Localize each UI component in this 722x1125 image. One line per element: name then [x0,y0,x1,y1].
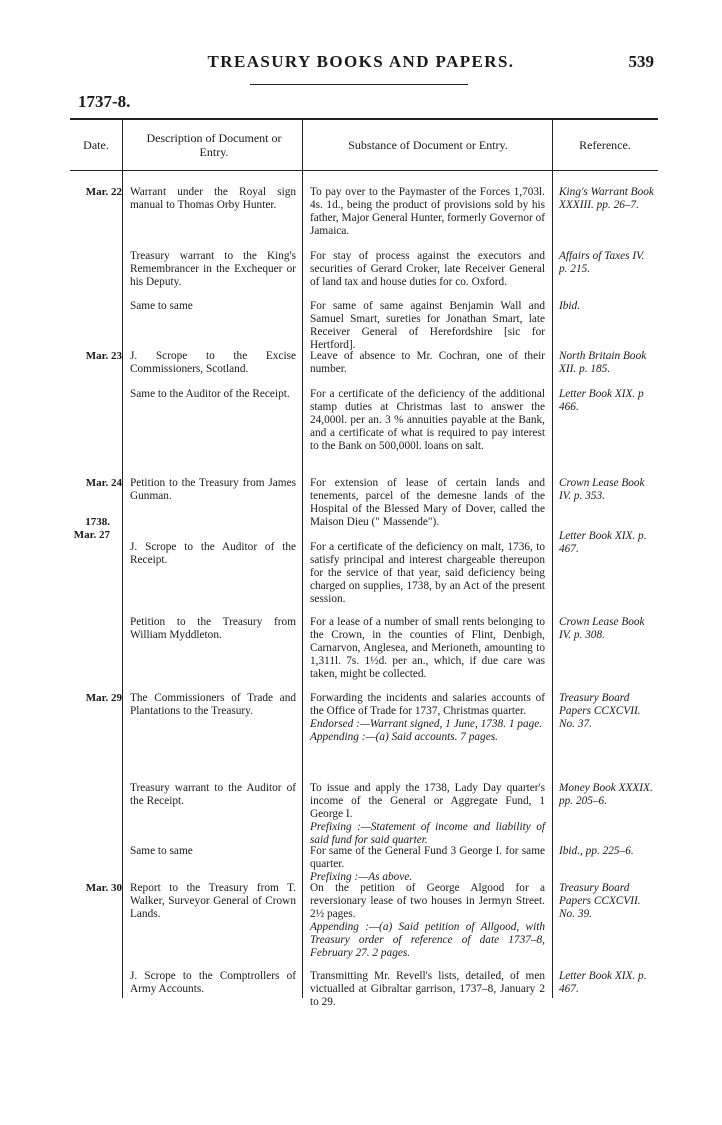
entry-description: Petition to the Treasury from William Myddleton. [130,616,296,642]
entry-date: 1738. Mar. 27 [73,516,110,542]
entry-description: Report to the Treasury from T. Walker, Surveyor General of Crown Lands. [130,882,296,921]
entry-description: J. Scrope to the Auditor of the Receipt. [130,541,296,567]
table-top-rule [70,118,658,120]
entry-reference: Treasury Board Papers CCXCVII. No. 37. [559,692,641,731]
header-rule [250,84,468,85]
entry-reference: North Britain Book XII. p. 185. [559,350,647,376]
entry-substance: For a lease of a number of small rents belonging to the Crown, in the counties of Flint, Denbigh, Carnarvon, Anglesea, and Merioneth, amounting to 1,311l. 7s. 1½d. per an., which, if due care was taken, might be collected. [310,616,545,681]
substance-text: For same of the General Fund 3 George I. for same quarter. [310,845,545,871]
prefixing-note: Prefixing :—As above. [310,871,413,884]
entry-reference: Letter Book XIX. p. 467. [559,530,647,556]
page-number: 539 [628,52,654,71]
entry-substance: For a certificate of the deficiency on malt, 1736, to satisfy principal and interest chargeable thereupon for the service of that year, said deficiency being charged on supplies, 1738, by an Act of the present session. [310,541,545,606]
entry-date: Mar. 24 [85,477,122,489]
entry-substance: For stay of process against the executors and securities of Gerard Croker, late Receiver General of land tax and house duties for co. Oxford. [310,250,545,289]
entry-substance: For same of same against Benjamin Wall and Samuel Smart, sureties for Jonathan Smart, late Receiver General of Herefordshire [sic for Hertford]. [310,300,545,352]
entry-reference: Letter Book XIX. p 466. [559,388,644,414]
entry-reference: Crown Lease Book IV. p. 353. [559,477,645,503]
entry-description: The Commissioners of Trade and Plantations to the Treasury. [130,692,296,718]
entry-substance [310,692,545,744]
year-heading: 1737-8. [78,92,131,111]
entry-description: J. Scrope to the Excise Commissioners, Scotland. [130,350,296,376]
prefixing-note: Prefixing :—Statement of income and liability of said fund for said quarter. [310,821,545,847]
entry-description: Same to the Auditor of the Receipt. [130,388,290,400]
entry-reference: Ibid., pp. 225–6. [559,845,634,857]
entry-description: Same to same [130,845,193,857]
column-header-reference: Reference. [579,138,631,152]
entry-reference: Money Book XXXIX. pp. 205–6. [559,782,653,808]
column-divider [302,118,303,998]
column-header-date: Date. [83,138,109,152]
column-divider [552,118,553,998]
entry-description: Warrant under the Royal sign manual to Thomas Orby Hunter. [130,186,296,212]
entry-substance: For a certificate of the deficiency of the additional stamp duties at Christmas last to answer the 24,000l. per an. 3 % annuities payable at the Bank, and a certificate of what is required to pay interest to the Bank on 500,000l. loans on salt. [310,388,545,453]
entry-description: Same to same [130,300,193,312]
running-head: TREASURY BOOKS AND PAPERS. [207,52,515,71]
entry-substance: For extension of lease of certain lands and tenements, parcel of the demesne lands of the Hospital of the Blessed Mary of Dover, called the Maison Dieu (" Massende"). [310,477,545,529]
substance-text: Forwarding the incidents and salaries accounts of the Office of Trade for 1737, Christmas quarter. [310,692,545,718]
endorsed-note: Endorsed :—Warrant signed, 1 June, 1738. 1 page. [310,718,543,731]
entry-date: Mar. 22 [85,186,122,198]
entry-description: Petition to the Treasury from James Gunman. [130,477,296,503]
entry-description: J. Scrope to the Comptrollers of Army Accounts. [130,970,296,996]
substance-text: On the petition of George Algood for a reversionary lease of two houses in Jermyn Street. 2½ pages. [310,882,545,921]
substance-text: To issue and apply the 1738, Lady Day quarter's income of the General or Aggregate Fund, 1 George I. [310,782,545,821]
column-header-substance: Substance of Document or Entry. [348,138,508,152]
entry-description: Treasury warrant to the King's Remembrancer in the Exchequer or his Deputy. [130,250,296,289]
table-header-rule [70,170,658,171]
column-divider [122,118,123,998]
entry-substance: Transmitting Mr. Revell's lists, detailed, of men victualled at Gibraltar garrison, 1737–8, January 2 to 29. [310,970,545,1009]
entry-substance [310,845,545,884]
entry-description: Treasury warrant to the Auditor of the Receipt. [130,782,296,808]
appending-note: Appending :—(a) Said accounts. 7 pages. [310,731,498,744]
entry-date: Mar. 30 [85,882,122,894]
entry-substance: To pay over to the Paymaster of the Forces 1,703l. 4s. 1d., being the product of provisions sold by his father, Major General Hunter, formerly Governor of Jamaica. [310,186,545,238]
column-header-description: Description of Document or Entry. [146,131,282,159]
entry-reference: King's Warrant Book XXXIII. pp. 26–7. [559,186,654,212]
entry-reference: Crown Lease Book IV. p. 308. [559,616,645,642]
entry-substance: Leave of absence to Mr. Cochran, one of their number. [310,350,545,376]
entry-reference: Affairs of Taxes IV. p. 215. [559,250,645,276]
appending-note: Appending :—(a) Said petition of Allgood, with Treasury order of reference of date 1737–8, February 27. 2 pages. [310,921,545,960]
entry-date: Mar. 29 [85,692,122,704]
entry-reference: Ibid. [559,300,581,312]
entry-reference: Treasury Board Papers CCXCVII. No. 39. [559,882,641,921]
entry-substance [310,782,545,847]
entry-date: Mar. 23 [85,350,122,362]
entry-substance [310,882,545,961]
entry-reference: Letter Book XIX. p. 467. [559,970,647,996]
